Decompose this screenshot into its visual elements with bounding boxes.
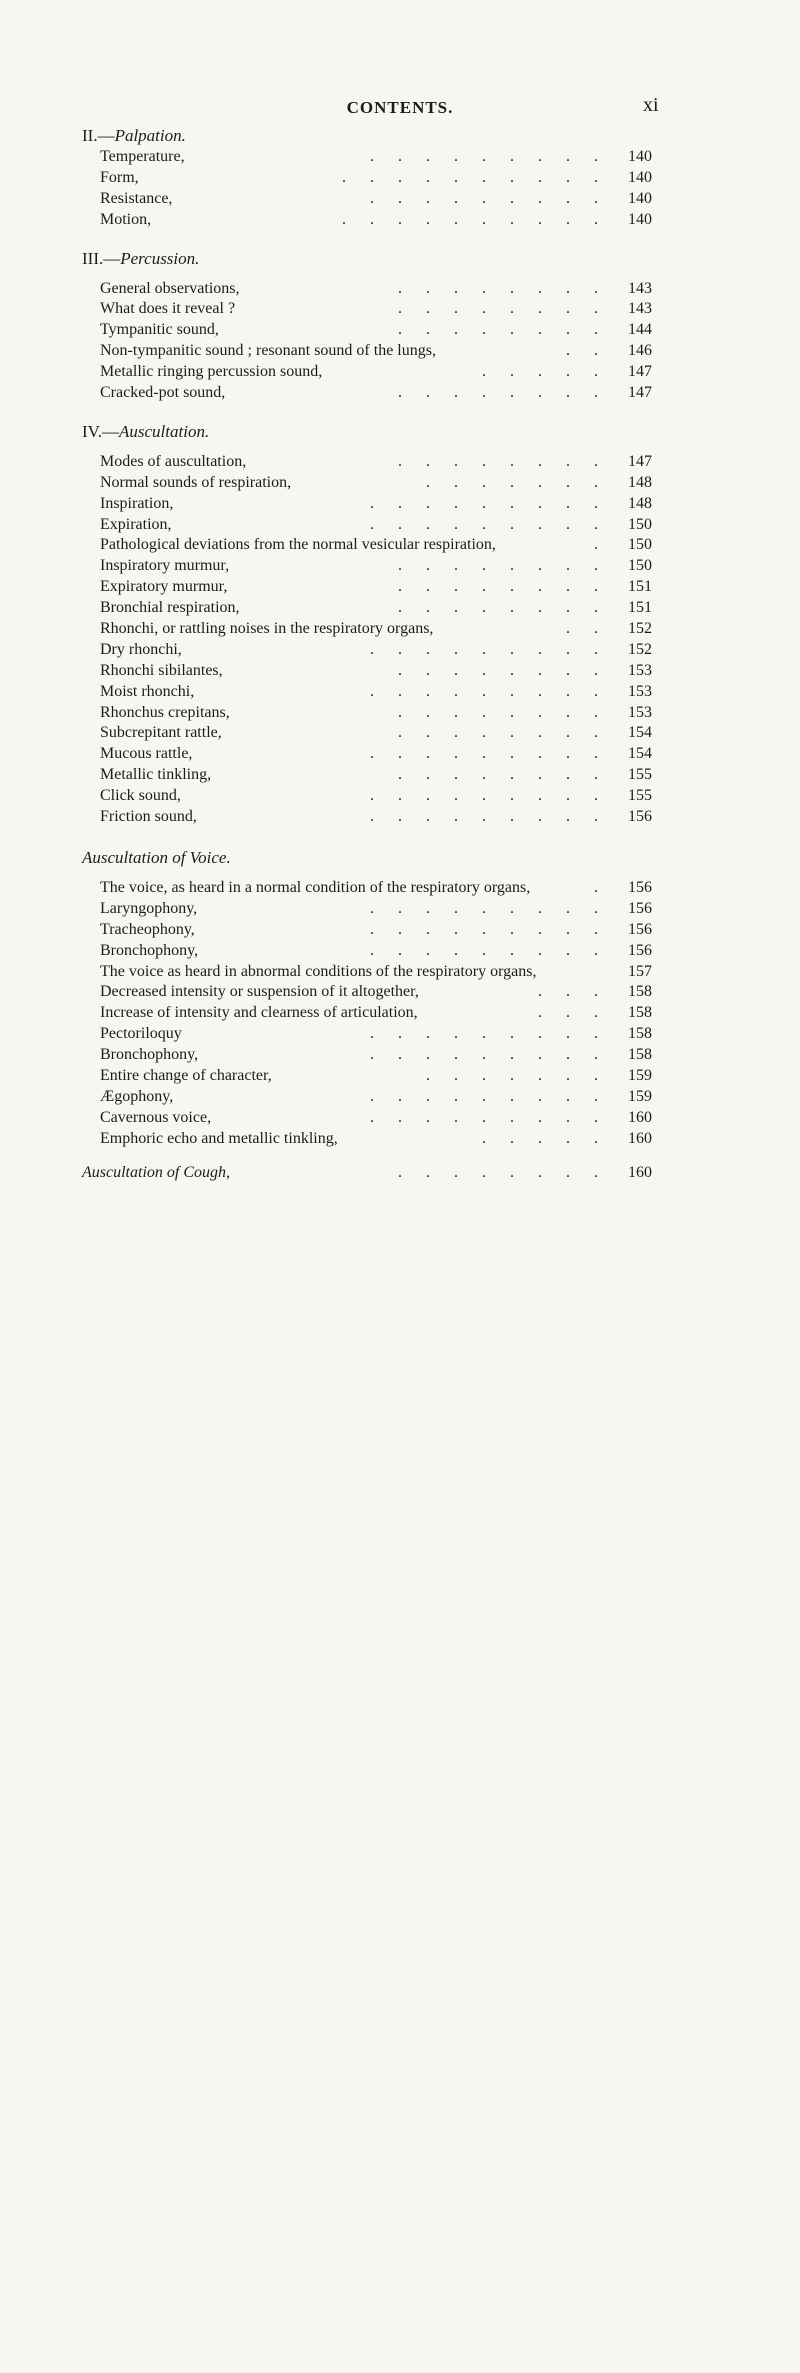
dot-leader: . . . . . . . . <box>398 321 608 339</box>
section-dash: — <box>102 421 119 441</box>
dot-leader: . . . . . . . . . <box>370 899 608 917</box>
entry-title: Increase of intensity and clearness of articulation, <box>100 1004 418 1022</box>
entry-title: Non-tympanitic sound ; resonant sound of the lungs, <box>100 342 436 360</box>
entry-page-number: 153 <box>628 682 652 700</box>
toc-entry <box>0 320 800 341</box>
entry-page-number: 147 <box>628 384 652 402</box>
toc-entry-cough <box>0 1163 800 1184</box>
entry-title: Expiratory murmur, <box>100 578 228 596</box>
entry-page-number: 159 <box>628 1087 652 1105</box>
dot-leader: . <box>594 536 608 554</box>
dot-leader: . . . . . . . . <box>398 279 608 297</box>
entry-title: Rhonchus crepitans, <box>100 703 230 721</box>
section-number: IV. <box>82 421 102 441</box>
dot-leader: . . . . . . . . . . <box>342 168 608 186</box>
entry-title: Cavernous voice, <box>100 1108 212 1126</box>
section-dash: — <box>103 248 121 268</box>
toc-entry <box>0 147 800 168</box>
entry-page-number: 154 <box>628 724 652 742</box>
entry-page-number: 156 <box>628 899 652 917</box>
entry-title: Pectoriloquy <box>100 1025 182 1043</box>
page-number: xi <box>643 94 659 116</box>
toc-entry <box>0 577 800 598</box>
toc-entry <box>0 299 800 320</box>
toc-entry <box>0 168 800 189</box>
dot-leader: . . . . . . . . <box>398 599 608 617</box>
entry-title: The voice as heard in abnormal conditions of the respiratory organs, <box>100 962 537 980</box>
entry-title: Inspiration, <box>100 494 174 512</box>
dot-leader: . . . . . . . . . <box>370 515 608 533</box>
entry-page-number: 156 <box>628 941 652 959</box>
entry-title: Mucous rattle, <box>100 745 193 763</box>
entry-page-number: 151 <box>628 578 652 596</box>
entry-page-number: 158 <box>628 1025 652 1043</box>
toc-entry <box>0 1003 800 1024</box>
entry-page-number: 153 <box>628 703 652 721</box>
section-spacer <box>0 231 800 247</box>
dot-leader: . . . . . <box>482 363 608 381</box>
entry-title: Emphoric echo and metallic tinkling, <box>100 1129 338 1147</box>
entry-page-number: 150 <box>628 515 652 533</box>
dot-leader: . . . . . . . <box>426 1066 608 1084</box>
entry-title: Inspiratory murmur, <box>100 557 230 575</box>
toc-entry <box>0 962 800 983</box>
entry-title: Rhonchi, or rattling noises in the respiratory organs, <box>100 620 434 638</box>
dot-leader: . . . . . . . . <box>398 724 608 742</box>
entry-title: Subcrepitant rattle, <box>100 724 222 742</box>
toc-entry <box>0 189 800 210</box>
section-spacer <box>0 828 800 846</box>
dot-leader: . . . . . . . . . <box>370 189 608 207</box>
dot-leader: . . . . . . . . . <box>370 745 608 763</box>
dot-leader: . . . . . . . . <box>398 384 608 402</box>
entry-title: The voice, as heard in a normal condition of the respiratory organs, <box>100 878 531 896</box>
entry-title: Temperature, <box>100 148 185 165</box>
entry-page-number: 147 <box>628 452 652 470</box>
entry-title: Click sound, <box>100 787 181 805</box>
entry-page-number: 153 <box>628 661 652 679</box>
entry-page-number: 150 <box>628 557 652 575</box>
dot-leader: . . . . . . . . <box>398 452 608 470</box>
entry-title: Dry rhonchi, <box>100 640 182 658</box>
entry-title: Motion, <box>100 210 152 228</box>
toc-entry <box>0 786 800 807</box>
running-title: CONTENTS. <box>346 98 454 117</box>
entry-title: Friction sound, <box>100 808 197 826</box>
toc-entry <box>0 1129 800 1150</box>
section-number: II. <box>82 126 98 145</box>
entry-page-number: 157 <box>628 962 652 980</box>
dot-leader: . . . . . . . . <box>398 661 608 679</box>
entry-title: Expiration, <box>100 515 172 533</box>
entry-page-number: 156 <box>628 878 652 896</box>
toc-entry <box>0 878 800 899</box>
dot-leader: . . <box>566 342 608 360</box>
dot-leader: . . . . . . . . . <box>370 941 608 959</box>
section-spacer <box>0 404 800 420</box>
dot-leader: . . . . . . . . . <box>370 1025 608 1043</box>
entry-page-number: 154 <box>628 745 652 763</box>
toc-entry <box>0 807 800 828</box>
dot-leader: . . . . . . . . . <box>370 682 608 700</box>
section-heading <box>0 420 800 443</box>
toc-entry <box>0 1066 800 1087</box>
toc-entry <box>0 744 800 765</box>
entry-page-number: 155 <box>628 766 652 784</box>
toc-entry <box>0 982 800 1003</box>
toc-entry <box>0 494 800 515</box>
dot-leader: . <box>594 878 608 896</box>
toc-entry <box>0 1108 800 1129</box>
entry-page-number: 158 <box>628 983 652 1001</box>
dot-leader: . . . . . . . <box>426 473 608 491</box>
entry-title: Resistance, <box>100 189 173 207</box>
toc-entry <box>0 341 800 362</box>
dot-leader: . . . . . . . . . <box>370 808 608 826</box>
toc-entry <box>0 383 800 404</box>
entry-page-number: 140 <box>628 168 652 186</box>
toc-entry <box>0 1045 800 1066</box>
dot-leader: . . . <box>538 983 608 1001</box>
entry-page-number: 158 <box>628 1004 652 1022</box>
entry-page-number: 156 <box>628 920 652 938</box>
table-of-contents <box>0 124 800 1183</box>
entry-title: Cracked-pot sound, <box>100 384 226 402</box>
section-label: Percussion. <box>120 248 200 268</box>
toc-entry <box>0 661 800 682</box>
entry-page-number: 151 <box>628 599 652 617</box>
entry-page-number: 148 <box>628 473 652 491</box>
entry-page-number: 160 <box>628 1108 652 1126</box>
entry-page-number: 156 <box>628 808 652 826</box>
dot-leader: . . . . . . . . . <box>370 640 608 658</box>
entry-title: Ægophony, <box>100 1087 174 1105</box>
dot-leader: . . . . . . . . . <box>370 1087 608 1105</box>
entry-title: General observations, <box>100 279 240 297</box>
entry-title: Rhonchi sibilantes, <box>100 661 223 679</box>
dot-leader: . . . . . <box>482 1129 608 1147</box>
toc-entry <box>0 619 800 640</box>
entry-page-number: 152 <box>628 620 652 638</box>
entry-page-number: 147 <box>628 363 652 381</box>
entry-title: Bronchophony, <box>100 1046 199 1064</box>
toc-entry <box>0 1024 800 1045</box>
toc-entry <box>0 598 800 619</box>
dot-leader: . . . <box>538 1004 608 1022</box>
entry-title: Decreased intensity or suspension of it altogether, <box>100 983 419 1001</box>
dot-leader: . . . . . . . . . <box>370 1046 608 1064</box>
entry-title: Auscultation of Cough, <box>82 1163 230 1181</box>
dot-leader: . . . . . . . . <box>398 1163 608 1181</box>
toc-entry <box>0 279 800 300</box>
entry-title: Normal sounds of respiration, <box>100 473 292 491</box>
entry-title: Tympanitic sound, <box>100 321 219 339</box>
dot-leader: . . . . . . . . . <box>370 1108 608 1126</box>
dot-leader: . . . . . . . . <box>398 300 608 318</box>
toc-entry <box>0 535 800 556</box>
entry-page-number: 152 <box>628 640 652 658</box>
page-header <box>0 94 800 124</box>
entry-page-number: 148 <box>628 494 652 512</box>
dot-leader: . . <box>566 620 608 638</box>
toc-entry <box>0 723 800 744</box>
dot-leader: . . . . . . . . <box>398 703 608 721</box>
toc-entry <box>0 515 800 536</box>
toc-entry <box>0 452 800 473</box>
dot-leader: . . . . . . . . . <box>370 787 608 805</box>
entry-title: Tracheophony, <box>100 920 195 938</box>
entry-page-number: 143 <box>628 300 652 318</box>
entry-title: Pathological deviations from the normal vesicular respiration, <box>100 536 496 554</box>
entry-title: Metallic ringing percussion sound, <box>100 363 323 381</box>
section-heading <box>0 124 800 147</box>
toc-entry <box>0 899 800 920</box>
dot-leader: . . . . . . . . <box>398 578 608 596</box>
subsection-heading: Auscultation of Voice. <box>82 847 231 867</box>
section-label: Auscultation. <box>119 421 210 441</box>
entry-page-number: 159 <box>628 1066 652 1084</box>
entry-title: Metallic tinkling, <box>100 766 212 784</box>
toc-entry <box>0 1087 800 1108</box>
toc-entry <box>0 920 800 941</box>
section-label: Palpation. <box>114 126 186 145</box>
dot-leader: . . . . . . . . . <box>370 494 608 512</box>
entry-title: Entire change of character, <box>100 1066 272 1084</box>
entry-page-number: 143 <box>628 279 652 297</box>
section-dash: — <box>97 126 115 145</box>
entry-title: Moist rhonchi, <box>100 682 195 700</box>
entry-title: Form, <box>100 168 139 186</box>
dot-leader: . . . . . . . . <box>398 557 608 575</box>
section-heading <box>0 247 800 270</box>
dot-leader: . . . . . . . . . <box>370 920 608 938</box>
entry-page-number: 160 <box>628 1129 652 1147</box>
entry-title: Laryngophony, <box>100 899 198 917</box>
entry-page-number: 150 <box>628 536 652 554</box>
entry-page-number: 140 <box>628 210 652 228</box>
toc-entry <box>0 703 800 724</box>
entry-page-number: 158 <box>628 1046 652 1064</box>
toc-entry <box>0 765 800 786</box>
toc-entry <box>0 941 800 962</box>
toc-entry <box>0 362 800 383</box>
toc-entry <box>0 682 800 703</box>
toc-entry <box>0 210 800 231</box>
entry-title: What does it reveal ? <box>100 300 236 318</box>
toc-entry <box>0 473 800 494</box>
toc-entry <box>0 556 800 577</box>
entry-page-number: 146 <box>628 342 652 360</box>
toc-entry <box>0 640 800 661</box>
entry-title: Bronchial respiration, <box>100 599 240 617</box>
dot-leader: . . . . . . . . <box>398 766 608 784</box>
section-spacer <box>0 1150 800 1163</box>
entry-page-number: 144 <box>628 321 652 339</box>
entry-title: Modes of auscultation, <box>100 452 247 470</box>
section-number: III. <box>82 248 104 268</box>
entry-page-number: 140 <box>628 189 652 207</box>
entry-page-number: 155 <box>628 787 652 805</box>
entry-page-number: 160 <box>628 1163 652 1181</box>
entry-title: Bronchophony, <box>100 941 199 959</box>
dot-leader: . . . . . . . . . <box>370 148 608 165</box>
entry-page-number: 140 <box>628 148 652 165</box>
dot-leader: . . . . . . . . . . <box>342 210 608 228</box>
